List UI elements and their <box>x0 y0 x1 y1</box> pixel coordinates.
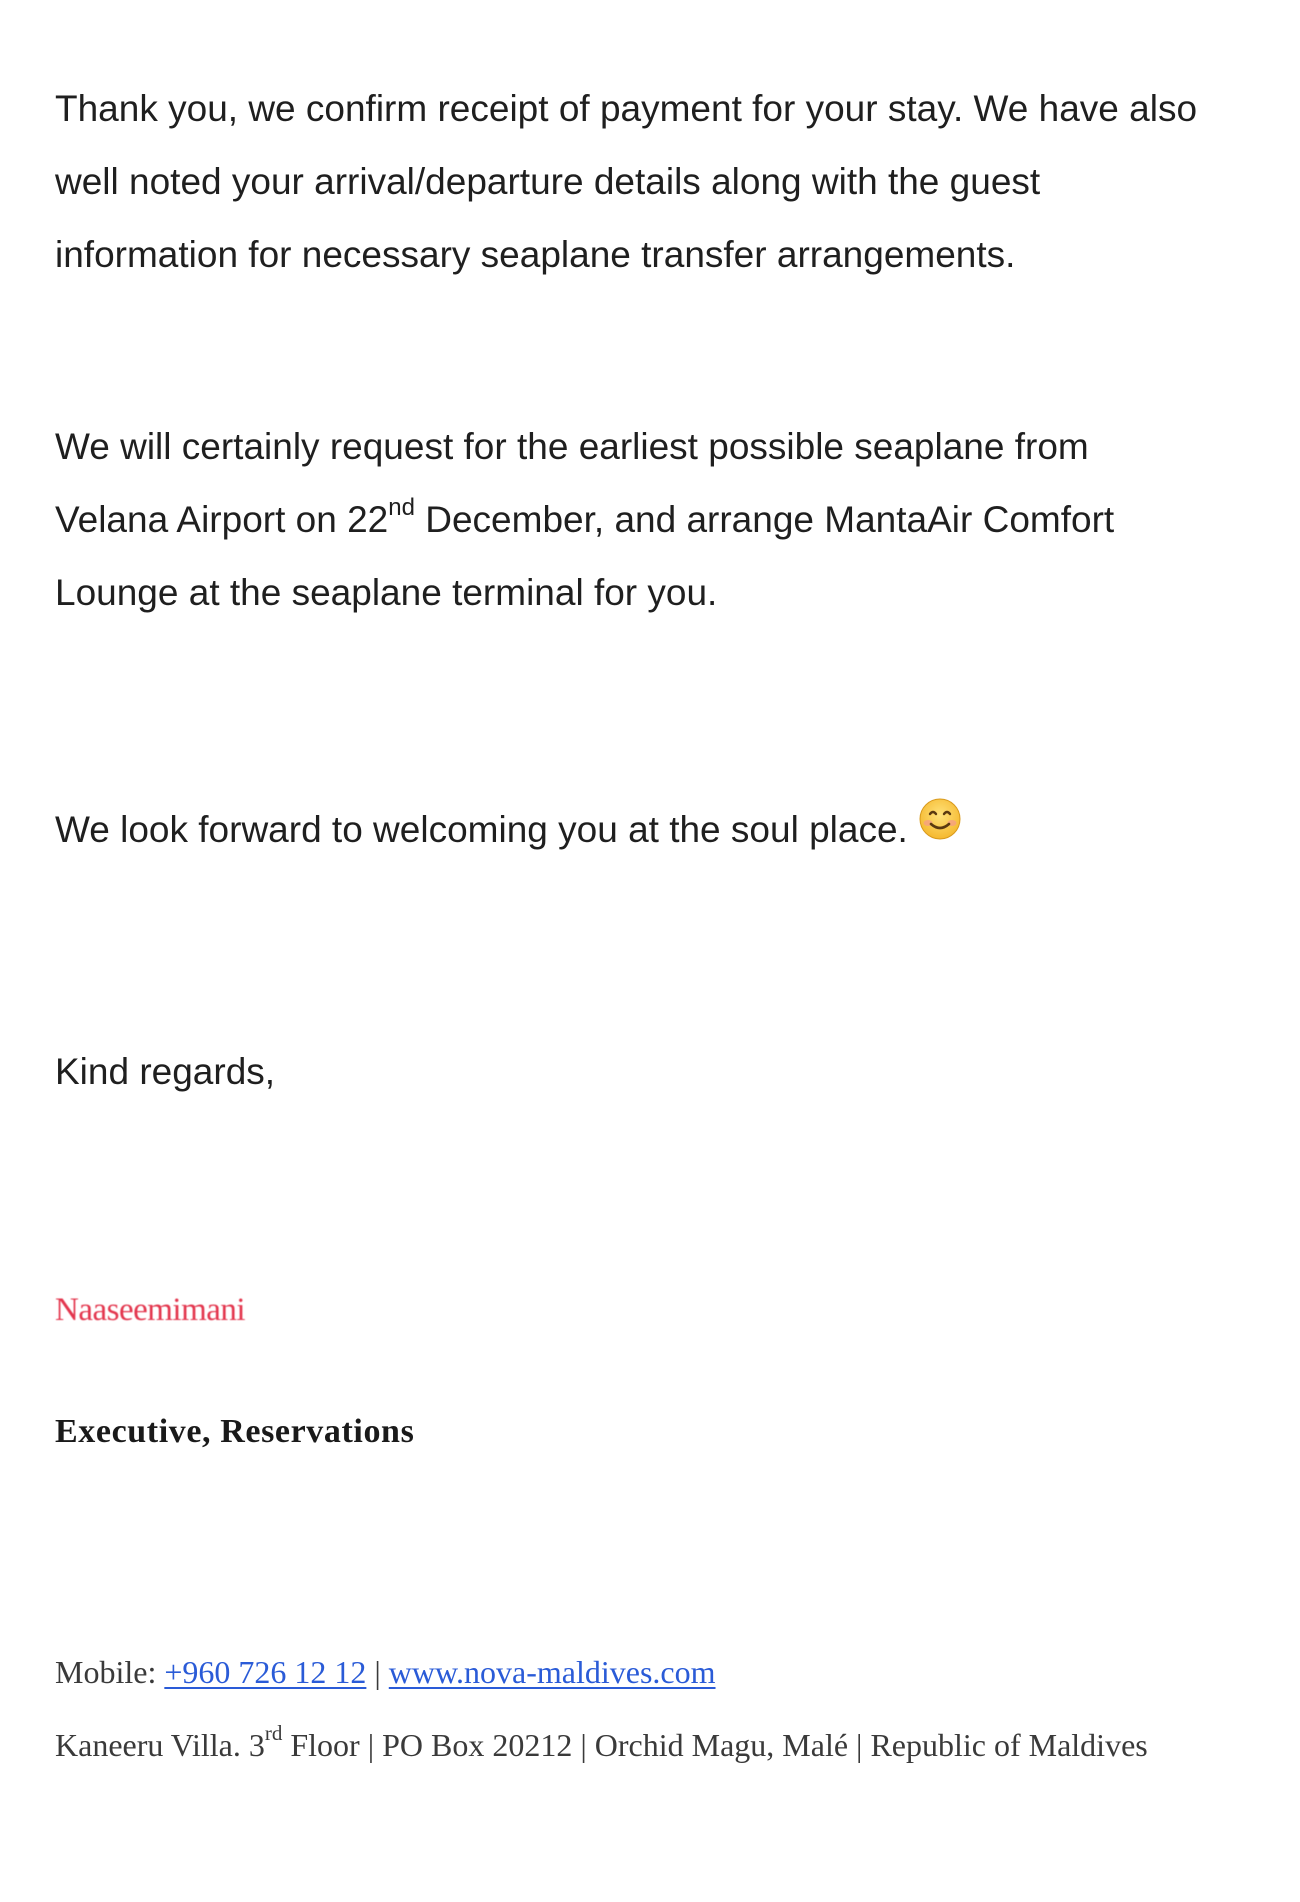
contact-separator: | <box>374 1654 381 1690</box>
seaplane-request-text: We will certainly request for the earliest possible seaplane from Velana Airport on 22 <box>55 426 1089 540</box>
contact-line <box>55 1636 1215 1709</box>
closing-line: Kind regards, <box>55 1051 276 1092</box>
mobile-label: Mobile: <box>55 1654 157 1690</box>
smiling-face-icon <box>918 792 962 865</box>
phone-link[interactable]: +960 726 12 12 <box>164 1654 367 1690</box>
paragraph-payment-confirmation: Thank you, we confirm receipt of payment for your stay. We have also well noted your arrival/departure details along with the guest information for necessary seaplane transfer arrangements. <box>55 88 1198 275</box>
signature-contact-block <box>55 1636 1215 1782</box>
address-text: Kaneeru Villa. 3 <box>55 1727 265 1763</box>
website-link[interactable]: www.nova-maldives.com <box>388 1654 716 1690</box>
date-ordinal-suffix: nd <box>388 493 415 521</box>
welcome-text: We look forward to welcoming you at the soul place. <box>55 809 908 850</box>
paragraph-welcome <box>55 793 1205 869</box>
signature-name: Naaseemimani <box>55 1292 246 1328</box>
floor-ordinal-suffix: rd <box>264 1721 283 1746</box>
address-text-continued: Floor | PO Box 20212 | Orchid Magu, Malé | Republic of Maldives <box>282 1727 1148 1763</box>
seaplane-request-text-continued: December, and arrange MantaAir Comfort Lounge at the seaplane terminal for you. <box>55 499 1115 613</box>
paragraph-seaplane-request <box>55 410 1205 629</box>
address-line <box>55 1709 1215 1782</box>
signature-job-title: Executive, Reservations <box>55 1413 415 1450</box>
